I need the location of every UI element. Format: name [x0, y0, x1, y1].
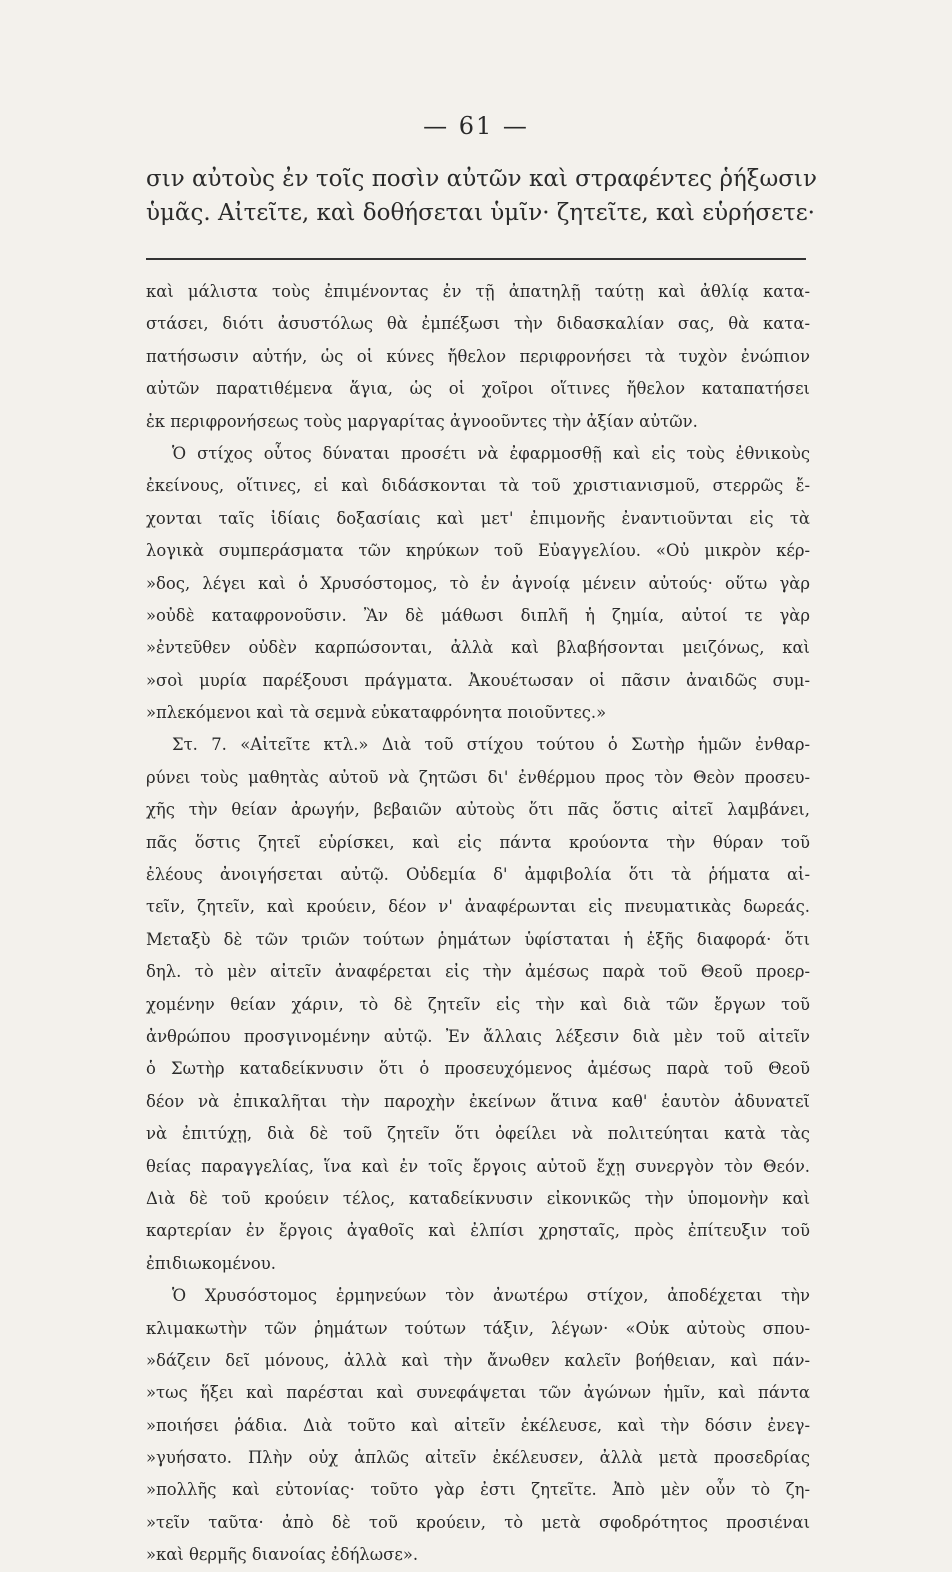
commentary-line: »δος, λέγει καὶ ὁ Χρυσόστομος, τὸ ἐν ἀγνοίᾳ μένειν αὐτούς· οὕτω γὰρ — [146, 573, 810, 593]
scripture-line: σιν αὐτοὺς ἐν τοῖς ποσὶν αὐτῶν καὶ στραφέντες ῥήξωσιν — [146, 166, 817, 192]
commentary-line: Μεταξὺ δὲ τῶν τριῶν τούτων ῥημάτων ὑφίσταται ἡ ἑξῆς διαφορά· ὅτι — [146, 929, 810, 949]
commentary-line: Διὰ δὲ τοῦ κρούειν τέλος, καταδείκνυσιν εἰκονικῶς τὴν ὑπομονὴν καὶ — [146, 1188, 810, 1208]
commentary-line: »δάζειν δεῖ μόνους, ἀλλὰ καὶ τὴν ἄνωθεν καλεῖν βοήθειαν, καὶ πάν- — [146, 1350, 810, 1370]
commentary-line: νὰ ἐπιτύχῃ, διὰ δὲ τοῦ ζητεῖν ὅτι ὀφείλει νὰ πολιτεύηται κατὰ τὰς — [146, 1124, 810, 1144]
commentary-line: ὁ Σωτὴρ καταδείκνυσιν ὅτι ὁ προσευχόμενος ἀμέσως παρὰ τοῦ Θεοῦ — [146, 1059, 810, 1079]
commentary-line: Ὁ Χρυσόστομος ἑρμηνεύων τὸν ἀνωτέρω στίχον, ἀποδέχεται τὴν — [172, 1286, 810, 1306]
commentary-line: στάσει, διότι ἀσυστόλως θὰ ἐμπέξωσι τὴν διδασκαλίαν σας, θὰ κατα- — [146, 314, 810, 334]
commentary-line: »σοὶ μυρία παρέξουσι πράγματα. Ἀκουέτωσαν οἱ πᾶσιν ἀναιδῶς συμ- — [146, 670, 810, 690]
commentary-line: ἐκ περιφρονήσεως τοὺς μαργαρίτας ἀγνοοῦντες τὴν ἀξίαν αὐτῶν. — [146, 411, 698, 431]
commentary-line: καὶ μάλιστα τοὺς ἐπιμένοντας ἐν τῇ ἀπατηλῇ ταύτῃ καὶ ἀθλίᾳ κατα- — [146, 282, 810, 301]
commentary-line: ρύνει τοὺς μαθητὰς αὐτοῦ νὰ ζητῶσι δι' ἐνθέρμου προς τὸν Θεὸν προσευ- — [146, 767, 810, 787]
commentary-line: »τεῖν ταῦτα· ἀπὸ δὲ τοῦ κρούειν, τὸ μετὰ σφοδρότητος προσιέναι — [146, 1512, 810, 1532]
commentary-line: κλιμακωτὴν τῶν ῥημάτων τούτων τάξιν, λέγων· «Οὐκ αὐτοὺς σπου- — [146, 1318, 810, 1338]
commentary-line: Ὁ στίχος οὗτος δύναται προσέτι νὰ ἐφαρμοσθῇ καὶ εἰς τοὺς ἐθνικοὺς — [172, 443, 810, 463]
commentary-line: τεῖν, ζητεῖν, καὶ κρούειν, δέον ν' ἀναφέρωνται εἰς πνευματικὰς δωρεάς. — [146, 897, 810, 917]
commentary-line: ἐλέους ἀνοιγήσεται αὐτῷ. Οὐδεμία δ' ἀμφιβολία ὅτι τὰ ῥήματα αἰ- — [146, 865, 810, 885]
commentary-text — [146, 276, 810, 1572]
commentary-line: πᾶς ὅστις ζητεῖ εὑρίσκει, καὶ εἰς πάντα κρούοντα τὴν θύραν τοῦ — [146, 832, 810, 852]
scripture-text — [146, 162, 817, 230]
commentary-line: »τως ἥξει καὶ παρέσται καὶ συνεφάψεται τῶν ἀγώνων ἡμῖν, καὶ πάντα — [146, 1383, 810, 1403]
commentary-line: λογικὰ συμπεράσματα τῶν κηρύκων τοῦ Εὐαγγελίου. «Οὐ μικρὸν κέρ- — [146, 541, 810, 561]
commentary-line: πατήσωσιν αὐτήν, ὡς οἱ κύνες ἤθελον περιφρονήσει τὰ τυχὸν ἐνώπιον — [146, 346, 810, 366]
section-divider — [146, 258, 806, 260]
page-number: — 61 — — [423, 112, 529, 140]
commentary-line: ἐκείνους, οἵτινες, εἰ καὶ διδάσκονται τὰ τοῦ χριστιανισμοῦ, στερρῶς ἔ- — [146, 476, 810, 496]
commentary-line: »καὶ θερμῆς διανοίας ἐδήλωσε». — [146, 1545, 419, 1565]
commentary-line: καρτερίαν ἐν ἔργοις ἀγαθοῖς καὶ ἐλπίσι χρησταῖς, πρὸς ἐπίτευξιν τοῦ — [146, 1221, 810, 1241]
commentary-line: θείας παραγγελίας, ἵνα καὶ ἐν τοῖς ἔργοις αὐτοῦ ἔχῃ συνεργὸν τὸν Θεόν. — [146, 1156, 810, 1176]
commentary-line: ἀνθρώπου προσγινομένην αὐτῷ. Ἐν ἄλλαις λέξεσιν διὰ μὲν τοῦ αἰτεῖν — [146, 1026, 810, 1046]
commentary-line: »ποιήσει ῥάδια. Διὰ τοῦτο καὶ αἰτεῖν ἐκέλευσε, καὶ τὴν δόσιν ἐνεγ- — [146, 1415, 810, 1435]
commentary-line: χονται ταῖς ἰδίαις δοξασίαις καὶ μετ' ἐπιμονῆς ἐναντιοῦνται εἰς τὰ — [146, 508, 810, 528]
commentary-line: χομένην θείαν χάριν, τὸ δὲ ζητεῖν εἰς τὴν καὶ διὰ τῶν ἔργων τοῦ — [146, 994, 810, 1014]
commentary-line: δέον νὰ ἐπικαλῆται τὴν παροχὴν ἐκείνων ἅτινα καθ' ἑαυτὸν ἀδυνατεῖ — [146, 1091, 810, 1111]
commentary-line: »πλεκόμενοι καὶ τὰ σεμνὰ εὐκαταφρόνητα ποιοῦντες.» — [146, 703, 607, 723]
commentary-line: χῆς τὴν θείαν ἀρωγήν, βεβαιῶν αὐτοὺς ὅτι πᾶς ὅστις αἰτεῖ λαμβάνει, — [146, 800, 810, 820]
commentary-line: Στ. 7. «Αἰτεῖτε κτλ.» Διὰ τοῦ στίχου τούτου ὁ Σωτὴρ ἡμῶν ἐνθαρ- — [172, 735, 810, 755]
commentary-line: ἐπιδιωκομένου. — [146, 1253, 276, 1273]
commentary-line: »ἐντεῦθεν οὐδὲν καρπώσονται, ἀλλὰ καὶ βλαβήσονται μειζόνως, καὶ — [146, 638, 810, 658]
scripture-line: ὑμᾶς. Αἰτεῖτε, καὶ δοθήσεται ὑμῖν· ζητεῖτε, καὶ εὑρήσετε· — [146, 200, 815, 226]
commentary-line: »γυήσατο. Πλὴν οὐχ ἁπλῶς αἰτεῖν ἐκέλευσεν, ἀλλὰ μετὰ προσεδρίας — [146, 1448, 810, 1468]
commentary-line: δηλ. τὸ μὲν αἰτεῖν ἀναφέρεται εἰς τὴν ἀμέσως παρὰ τοῦ Θεοῦ προερ- — [146, 962, 810, 982]
commentary-line: »πολλῆς καὶ εὐτονίας· τοῦτο γὰρ ἐστι ζητεῖτε. Ἀπὸ μὲν οὖν τὸ ζη- — [146, 1480, 810, 1500]
commentary-line: »οὐδὲ καταφρονοῦσιν. Ἂν δὲ μάθωσι διπλῆ ἡ ζημία, αὐτοί τε γὰρ — [146, 605, 810, 625]
commentary-line: αὐτῶν παρατιθέμενα ἅγια, ὡς οἱ χοῖροι οἵτινες ἤθελον καταπατήσει — [146, 379, 810, 399]
